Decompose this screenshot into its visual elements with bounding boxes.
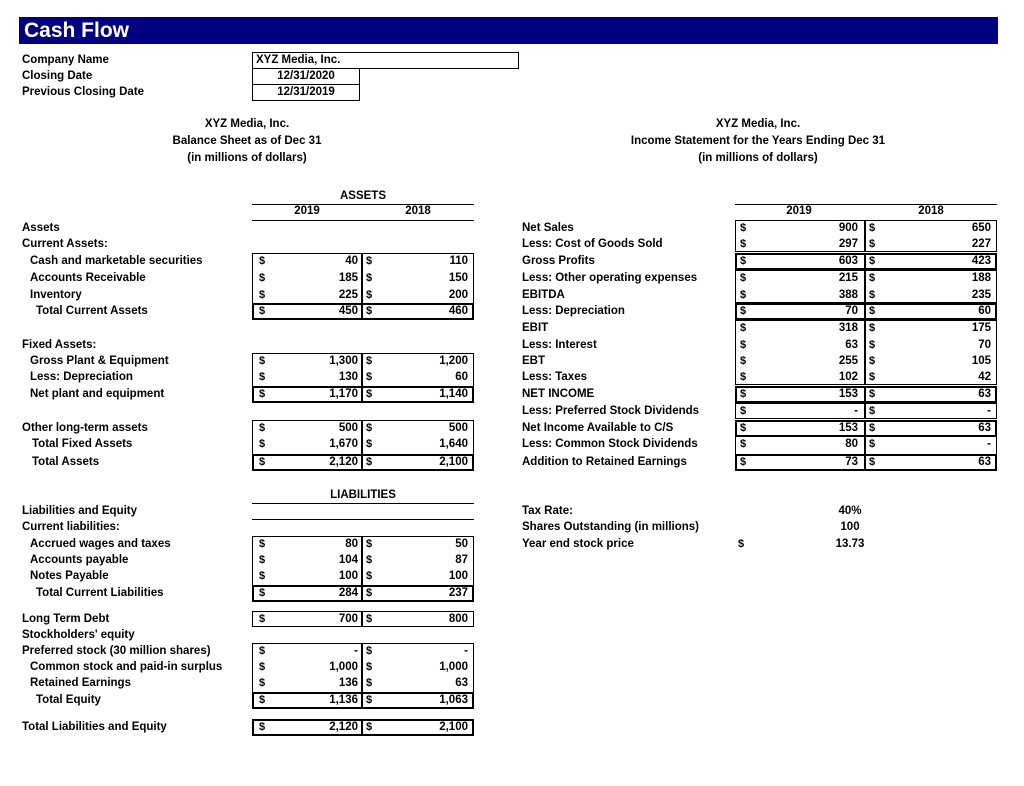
income-total-border (735, 454, 997, 471)
income-currency: $ (740, 339, 747, 351)
tax-rate-label: Tax Rate: (522, 505, 573, 517)
income-value-2019[interactable]: 900 (838, 222, 858, 234)
income-currency: $ (740, 305, 747, 317)
income-currency: $ (869, 339, 876, 351)
liab-value-2019[interactable]: 80 (345, 538, 358, 550)
liab-currency: $ (366, 677, 373, 689)
liab-currency: $ (366, 554, 373, 566)
asset-row-label: Less: Depreciation (30, 371, 133, 383)
income-currency: $ (869, 355, 876, 367)
liabilities-sub-rule (252, 519, 474, 520)
income-currency: $ (869, 371, 876, 383)
income-currency: $ (740, 272, 747, 284)
asset-row-label: Cash and marketable securities (30, 255, 203, 267)
liab-currency: $ (366, 587, 373, 599)
income-cell-group (865, 403, 997, 419)
income-currency: $ (740, 238, 747, 250)
asset-value-2018[interactable]: 60 (455, 371, 468, 383)
balance-company: XYZ Media, Inc. (204, 118, 290, 130)
income-value-2018[interactable]: 227 (971, 238, 991, 250)
company-name-input[interactable]: XYZ Media, Inc. (252, 52, 519, 69)
asset-currency: $ (259, 355, 266, 367)
liab-value-2018[interactable]: 50 (455, 538, 468, 550)
income-value-2018[interactable]: 70 (978, 339, 991, 351)
liab-value-2018[interactable]: 100 (448, 570, 468, 582)
income-row-label: Addition to Retained Earnings (522, 456, 687, 468)
income-row-label: NET INCOME (522, 388, 595, 400)
asset-value-2019[interactable]: 450 (338, 305, 358, 317)
asset-value-2019[interactable]: 225 (338, 289, 358, 301)
liab-value-2019[interactable]: 1,136 (329, 694, 358, 706)
income-currency: $ (740, 322, 747, 334)
stockholders-equity-label: Stockholders' equity (22, 629, 135, 641)
asset-currency: $ (366, 371, 373, 383)
liab-value-2018[interactable]: 1,000 (439, 661, 468, 673)
income-row-label: Less: Interest (522, 339, 597, 351)
closing-date-input[interactable]: 12/31/2020 (252, 68, 360, 85)
asset-value-2018[interactable]: 1,140 (439, 388, 468, 400)
income-company: XYZ Media, Inc. (715, 118, 801, 130)
asset-currency: $ (366, 355, 373, 367)
asset-row-label: Net plant and equipment (30, 388, 165, 400)
income-currency: $ (869, 272, 876, 284)
liabilities-header-rule (252, 503, 474, 504)
asset-currency: $ (259, 371, 266, 383)
income-currency: $ (740, 405, 747, 417)
sheet-title: Cash Flow (24, 19, 130, 42)
asset-total-border (252, 454, 474, 471)
income-value-2018[interactable]: 423 (971, 255, 991, 267)
asset-currency: $ (259, 289, 266, 301)
asset-currency: $ (259, 388, 266, 400)
closing-date-label: Closing Date (22, 70, 93, 82)
income-currency: $ (869, 255, 876, 267)
income-currency: $ (740, 388, 747, 400)
income-currency: $ (740, 422, 747, 434)
liab-total-border (252, 585, 474, 602)
asset-value-2018[interactable]: 1,200 (439, 355, 468, 367)
income-currency: $ (869, 305, 876, 317)
asset-currency: $ (366, 305, 373, 317)
liab-row-label: Accrued wages and taxes (30, 538, 171, 550)
asset-row-label: Inventory (30, 289, 82, 301)
income-value-2019[interactable]: - (854, 405, 858, 417)
liab-value-2018[interactable]: - (464, 645, 468, 657)
asset-value-2019[interactable]: 130 (338, 371, 358, 383)
liab-value-2018[interactable]: 2,100 (439, 721, 468, 733)
income-currency: $ (869, 405, 876, 417)
liab-value-2019[interactable]: - (354, 645, 358, 657)
liab-row-label: Preferred stock (30 million shares) (22, 645, 211, 657)
income-row-label: Less: Common Stock Dividends (522, 438, 698, 450)
asset-value-2018[interactable]: 200 (448, 289, 468, 301)
income-currency: $ (740, 255, 747, 267)
income-year-2019: 2019 (786, 205, 812, 217)
liab-cell-group (252, 611, 362, 627)
liab-value-2019[interactable]: 2,120 (329, 721, 358, 733)
liab-currency: $ (366, 645, 373, 657)
income-currency: $ (869, 289, 876, 301)
asset-value-2018[interactable]: 110 (449, 255, 468, 267)
asset-value-2019[interactable]: 1,670 (329, 438, 358, 450)
income-value-2019[interactable]: 297 (838, 238, 858, 250)
income-value-2018[interactable]: 63 (978, 456, 991, 468)
income-value-2019[interactable]: 153 (838, 388, 858, 400)
asset-currency: $ (259, 255, 266, 267)
liab-value-2019[interactable]: 700 (338, 613, 358, 625)
asset-value-2019[interactable]: 40 (345, 255, 358, 267)
income-value-2019[interactable]: 255 (838, 355, 858, 367)
asset-currency: $ (366, 456, 373, 468)
income-value-2018[interactable]: - (987, 438, 991, 450)
income-value-2019[interactable]: 215 (838, 272, 858, 284)
income-value-2019[interactable]: 80 (845, 438, 858, 450)
liab-value-2019[interactable]: 136 (338, 677, 358, 689)
liab-value-2019[interactable]: 284 (338, 587, 358, 599)
income-currency: $ (740, 456, 747, 468)
income-row-label: Net Sales (522, 222, 574, 234)
liab-cell-group (362, 611, 474, 627)
liabilities-section-title: LIABILITIES (330, 489, 396, 501)
assets-year-2019: 2019 (294, 205, 320, 217)
income-value-2018[interactable]: - (987, 405, 991, 417)
stock-price-value[interactable]: 13.73 (835, 538, 865, 550)
liab-total-border (252, 719, 474, 736)
liab-currency: $ (259, 538, 266, 550)
income-currency: $ (869, 422, 876, 434)
income-value-2019[interactable]: 318 (838, 322, 858, 334)
assets-section-title: ASSETS (339, 190, 386, 202)
liab-row-label: Long Term Debt (22, 613, 110, 625)
liabilities-equity-label: Liabilities and Equity (22, 505, 138, 517)
income-cell-group (735, 220, 865, 252)
income-row-label: Gross Profits (522, 255, 595, 267)
income-row-label: EBT (522, 355, 545, 367)
income-value-2019[interactable]: 388 (838, 289, 858, 301)
income-currency: $ (869, 222, 876, 234)
income-total-border (735, 253, 997, 270)
income-value-2018[interactable]: 63 (978, 388, 991, 400)
income-currency: $ (869, 238, 876, 250)
liab-currency: $ (259, 570, 266, 582)
income-units: (in millions of dollars) (698, 152, 818, 164)
previous-closing-date-label: Previous Closing Date (22, 86, 145, 98)
income-value-2019[interactable]: 73 (845, 456, 858, 468)
liab-value-2018[interactable]: 800 (448, 613, 468, 625)
asset-currency: $ (259, 456, 266, 468)
income-value-2018[interactable]: 60 (978, 305, 991, 317)
liab-value-2018[interactable]: 237 (448, 587, 468, 599)
income-total-border (735, 303, 997, 320)
income-total-border (735, 386, 997, 403)
asset-total-border (252, 386, 474, 403)
liab-row-label: Common stock and paid-in surplus (30, 661, 223, 673)
asset-currency: $ (259, 438, 266, 450)
asset-value-2018[interactable]: 1,640 (439, 438, 468, 450)
asset-value-2019[interactable]: 1,170 (329, 388, 358, 400)
tax-rate-value[interactable]: 40% (838, 505, 862, 517)
income-cell-group (865, 270, 997, 303)
asset-value-2018[interactable]: 500 (448, 422, 468, 434)
income-cell-group (735, 320, 865, 385)
asset-value-2018[interactable]: 460 (448, 305, 468, 317)
income-total-border (735, 420, 997, 437)
income-currency: $ (740, 371, 747, 383)
liab-currency: $ (366, 694, 373, 706)
income-row-label: Net Income Available to C/S (522, 422, 674, 434)
liab-row-label: Retained Earnings (30, 677, 131, 689)
shares-outstanding-value[interactable]: 100 (840, 521, 860, 533)
income-value-2018[interactable]: 105 (971, 355, 991, 367)
asset-total-border (252, 303, 474, 320)
asset-value-2019[interactable]: 185 (338, 272, 358, 284)
income-currency: $ (740, 222, 747, 234)
income-row-label: EBITDA (522, 289, 565, 301)
assets-year-2018: 2018 (405, 205, 431, 217)
asset-currency: $ (259, 272, 266, 284)
income-cell-group (865, 220, 997, 252)
income-value-2018[interactable]: 188 (971, 272, 991, 284)
title-banner (19, 17, 998, 44)
income-value-2019[interactable]: 603 (838, 255, 858, 267)
income-row-label: EBIT (522, 322, 549, 334)
liab-value-2018[interactable]: 63 (455, 677, 468, 689)
liab-row-label: Total Liabilities and Equity (22, 721, 167, 733)
asset-currency: $ (366, 255, 373, 267)
income-value-2018[interactable]: 235 (971, 289, 991, 301)
income-cell-group (735, 270, 865, 303)
liab-currency: $ (366, 721, 373, 733)
income-row-label: Less: Other operating expenses (522, 272, 698, 284)
asset-value-2019[interactable]: 500 (338, 422, 358, 434)
liab-value-2019[interactable]: 1,000 (329, 661, 358, 673)
asset-currency: $ (366, 272, 373, 284)
income-row-label: Less: Preferred Stock Dividends (522, 405, 700, 417)
previous-closing-date-input[interactable]: 12/31/2019 (252, 84, 360, 101)
liab-value-2018[interactable]: 87 (455, 554, 468, 566)
balance-title: Balance Sheet as of Dec 31 (172, 135, 322, 147)
income-currency: $ (740, 355, 747, 367)
liab-row-label: Notes Payable (30, 570, 109, 582)
asset-currency: $ (366, 438, 373, 450)
asset-value-2019[interactable]: 2,120 (329, 456, 358, 468)
liab-currency: $ (259, 613, 266, 625)
income-value-2019[interactable]: 153 (838, 422, 858, 434)
asset-row-label: Total Fixed Assets (32, 438, 133, 450)
income-currency: $ (869, 456, 876, 468)
company-name-label: Company Name (22, 54, 109, 66)
shares-outstanding-label: Shares Outstanding (in millions) (522, 521, 699, 533)
liab-currency: $ (259, 554, 266, 566)
asset-row-label: Total Current Assets (36, 305, 148, 317)
asset-row-label: Total Assets (32, 456, 100, 468)
current-assets-label: Current Assets: (22, 238, 108, 250)
liab-currency: $ (259, 721, 266, 733)
income-value-2019[interactable]: 70 (845, 305, 858, 317)
balance-units: (in millions of dollars) (187, 152, 307, 164)
income-row-label: Less: Depreciation (522, 305, 625, 317)
income-year-2018: 2018 (918, 205, 944, 217)
income-currency: $ (869, 438, 876, 450)
asset-currency: $ (259, 422, 266, 434)
liab-currency: $ (259, 677, 266, 689)
income-cell-group (865, 320, 997, 385)
income-title: Income Statement for the Years Ending Dec 31 (630, 135, 886, 147)
liab-currency: $ (259, 587, 266, 599)
income-currency: $ (869, 388, 876, 400)
liab-row-label: Total Equity (36, 694, 101, 706)
asset-row-label: Other long-term assets (22, 422, 148, 434)
asset-value-2018[interactable]: 2,100 (439, 456, 468, 468)
income-value-2018[interactable]: 63 (978, 422, 991, 434)
asset-currency: $ (366, 289, 373, 301)
liab-currency: $ (366, 538, 373, 550)
income-row-label: Less: Taxes (522, 371, 587, 383)
assets-year-rule (252, 220, 474, 221)
income-value-2018[interactable]: 650 (971, 222, 991, 234)
liab-value-2019[interactable]: 100 (338, 570, 358, 582)
income-row-label: Less: Cost of Goods Sold (522, 238, 663, 250)
income-currency: $ (740, 289, 747, 301)
income-currency: $ (869, 322, 876, 334)
assets-label: Assets (22, 222, 60, 234)
liab-currency: $ (259, 645, 266, 657)
liab-value-2018[interactable]: 1,063 (439, 694, 468, 706)
asset-currency: $ (366, 388, 373, 400)
liab-currency: $ (366, 570, 373, 582)
liab-row-label: Total Current Liabilities (36, 587, 164, 599)
asset-value-2019[interactable]: 1,300 (329, 355, 358, 367)
asset-row-label: Gross Plant & Equipment (30, 355, 169, 367)
stock-price-currency: $ (738, 538, 745, 550)
asset-currency: $ (366, 422, 373, 434)
stock-price-label: Year end stock price (522, 538, 634, 550)
income-value-2019[interactable]: 102 (838, 371, 858, 383)
liab-currency: $ (259, 694, 266, 706)
liab-total-border (252, 692, 474, 709)
income-currency: $ (740, 438, 747, 450)
income-value-2019[interactable]: 63 (845, 339, 858, 351)
liab-currency: $ (259, 661, 266, 673)
income-value-2018[interactable]: 175 (971, 322, 991, 334)
current-liabilities-label: Current liabilities: (22, 521, 120, 533)
asset-value-2018[interactable]: 150 (448, 272, 468, 284)
income-value-2018[interactable]: 42 (978, 371, 991, 383)
asset-row-label: Accounts Receivable (30, 272, 146, 284)
liab-currency: $ (366, 613, 373, 625)
asset-currency: $ (259, 305, 266, 317)
liab-currency: $ (366, 661, 373, 673)
fixed-assets-label: Fixed Assets: (22, 339, 97, 351)
liab-row-label: Accounts payable (30, 554, 129, 566)
liab-value-2019[interactable]: 104 (338, 554, 358, 566)
income-cell-group (735, 403, 865, 419)
